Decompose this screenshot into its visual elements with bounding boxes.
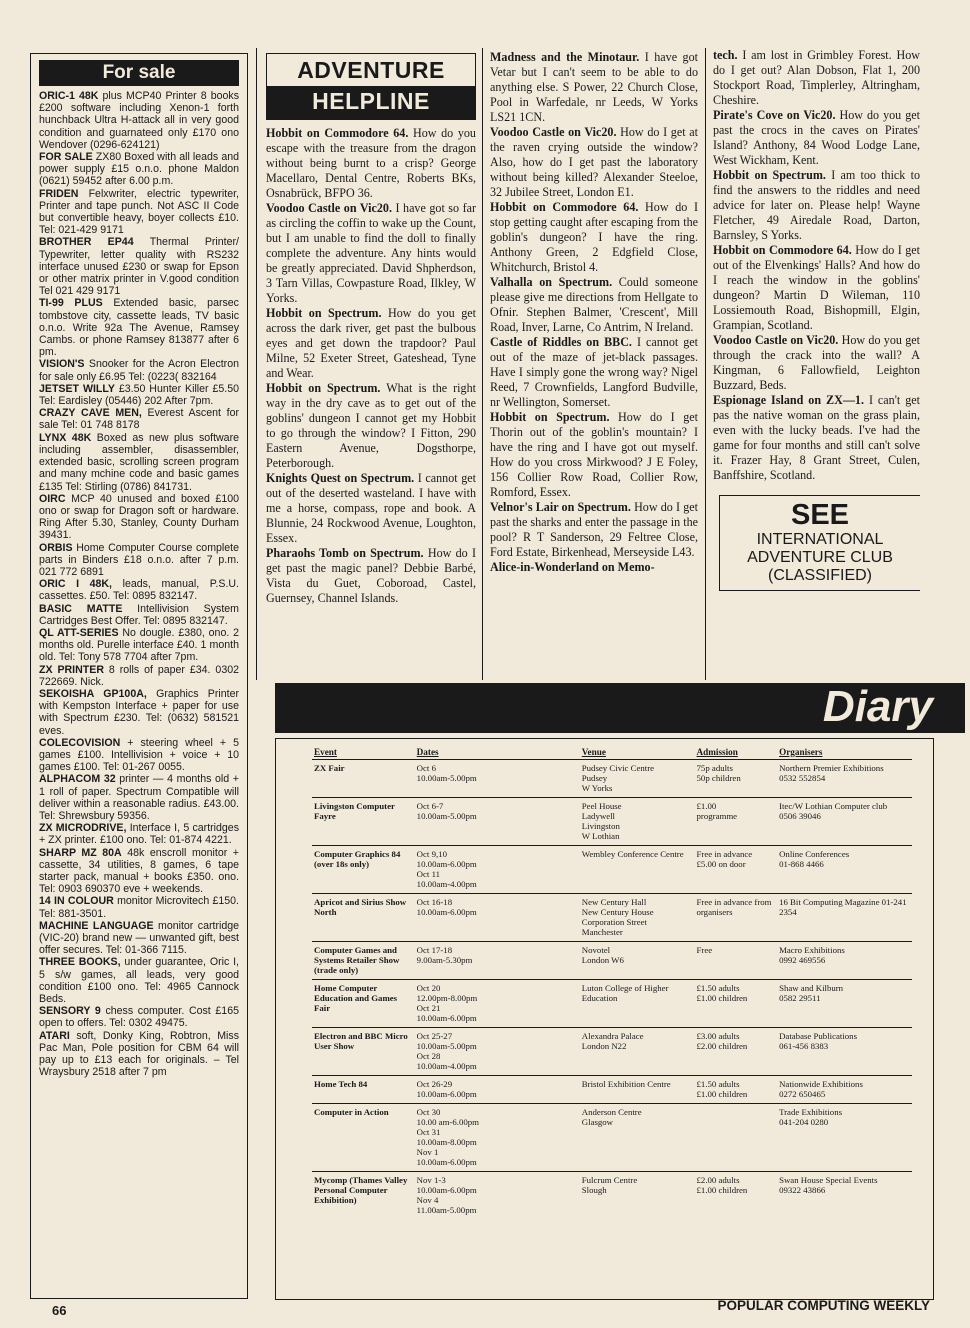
helpline-letter-text: I cannot get out of the deserted wasteland. I have with me a horse, compass, rope and book. A Blunnie, 24 Rockwood Avenue, Loughton, Essex. bbox=[266, 471, 476, 545]
see-line-1: INTERNATIONAL bbox=[756, 531, 884, 548]
diary-row bbox=[312, 942, 912, 980]
classified-ad-text: MCP 40 unused and boxed £100 ono or swap for Dragon soft or hardware. Ring After 5.30, Stanley, County Durham 39431. bbox=[39, 492, 239, 542]
helpline-letter-text: How do you escape with the treasure from the dragon without being burnt to a crisp? George Macellaro, Dental Centre, Roberts BKs, Osnabrück, BFPO 36. bbox=[266, 126, 476, 200]
helpline-letter-lead: Pharaohs Tomb on Spectrum. bbox=[266, 546, 424, 560]
diary-venue-cell: Bristol Exhibition Centre bbox=[580, 1076, 695, 1104]
helpline-letter bbox=[713, 333, 920, 393]
diary-dates-cell: Oct 9,10 10.00am-6.00pm Oct 11 10.00am-4.00pm bbox=[415, 846, 580, 894]
classified-ad-text: No dougle. £380, ono. 2 months old. Purelle interface £40. 1 month old. Tel: Tony 578 7704 after 7pm. bbox=[39, 626, 239, 664]
diary-venue-cell: Anderson Centre Glasgow bbox=[580, 1104, 695, 1172]
diary-event-cell: Electron and BBC Micro User Show bbox=[312, 1028, 415, 1076]
diary-organisers-cell: Shaw and Kilburn 0582 29511 bbox=[777, 980, 912, 1028]
classified-ad-text: Graphics Printer with Kempston Interface + paper for use with Spectrum £230. Tel: (0632) 581521 eves. bbox=[39, 687, 239, 737]
diary-header-event: Event bbox=[314, 747, 337, 757]
helpline-letter bbox=[266, 381, 476, 471]
classified-ad bbox=[39, 493, 239, 542]
classified-ad bbox=[39, 688, 239, 737]
diary-row bbox=[312, 1172, 912, 1220]
classified-ad bbox=[39, 1005, 239, 1029]
classified-ad-text: £3.50 Hunter Killer £5.50 Tel: Eardisley (05446) 202 After 7pm. bbox=[39, 382, 239, 408]
classified-ad-lead: FRIDEN bbox=[39, 187, 79, 200]
diary-event-cell: Livingston Computer Fayre bbox=[312, 798, 415, 846]
helpline-letters-3 bbox=[713, 48, 920, 483]
classified-ad-text: + steering wheel + 5 games £100. Intellivision + voice + 10 games £100. Tel: 01-267 0055. bbox=[39, 736, 239, 774]
diary-venue-cell: Wembley Conference Centre bbox=[580, 846, 695, 894]
classified-ad-lead: ALPHACOM 32 bbox=[39, 773, 116, 786]
diary-title: Diary bbox=[822, 682, 933, 731]
adventure-helpline-title-box bbox=[266, 53, 476, 120]
helpline-letter-text: How do I stop getting caught after escaping from the goblin's dungeon? I have the ring. Anthony Green, 2 Edgfield Close, Whitchurch, Bristol 4. bbox=[490, 200, 698, 274]
helpline-letter-lead: Voodoo Castle on Vic20. bbox=[490, 125, 617, 139]
diary-body bbox=[312, 760, 912, 1220]
classified-ad-text: soft, Donky King, Robtron, Miss Pac Man, Pole position for CBM 64 will pay up to £13 each for originals. – Tel Wraysbury 2518 after 7 pm bbox=[39, 1029, 239, 1079]
helpline-letter-lead: Pirate's Cove on Vic20. bbox=[713, 108, 836, 122]
diary-organisers-cell: Database Publications 061-456 8383 bbox=[777, 1028, 912, 1076]
classified-ad-text: Snooker for the Acron Electron for sale only £6.95 Tel: (0223( 832164 bbox=[39, 358, 239, 383]
helpline-column-2 bbox=[490, 50, 698, 680]
diary-row bbox=[312, 1076, 912, 1104]
classified-ad bbox=[39, 895, 239, 919]
diary-row bbox=[312, 760, 912, 798]
helpline-letter bbox=[490, 500, 698, 560]
diary-row bbox=[312, 980, 912, 1028]
classified-ad-lead: OIRC bbox=[39, 492, 66, 505]
helpline-letter bbox=[713, 243, 920, 333]
classified-ad-lead: MACHINE LANGUAGE bbox=[39, 919, 154, 932]
see-heading: SEE bbox=[790, 499, 850, 531]
column-divider bbox=[256, 48, 257, 680]
diary-admission-cell: £1.50 adults £1.00 children bbox=[695, 980, 778, 1028]
diary-event-cell: Computer Games and Systems Retailer Show (trade only) bbox=[312, 942, 415, 980]
helpline-column-3 bbox=[713, 48, 920, 683]
helpline-letter-text: Could someone please give me directions from Hellgate to Ofnir. Stephen Balmer, 'Crescent', Mill Road, Inver, Larne, Co Antrim, N Ireland. bbox=[490, 275, 698, 334]
diary-venue-cell: Pudsey Civic Centre Pudsey W Yorks bbox=[580, 760, 695, 798]
helpline-letter-text: How do you get through the crack into the wall? A Kingman, 6 Fallowfield, Leighton Buzzard, Beds. bbox=[713, 333, 920, 392]
diary-venue-cell: Peel House Ladywell Livingston W Lothian bbox=[580, 798, 695, 846]
diary-event-cell: Home Computer Education and Games Fair bbox=[312, 980, 415, 1028]
diary-event-cell: Apricot and Sirius Show North bbox=[312, 894, 415, 942]
helpline-title: HELPLINE bbox=[267, 86, 475, 119]
diary-organisers-cell: Northern Premier Exhibitions 0532 552854 bbox=[777, 760, 912, 798]
classified-ad-lead: FOR SALE bbox=[39, 151, 93, 164]
helpline-letter-lead: Hobbit on Commodore 64. bbox=[713, 243, 852, 257]
helpline-letter-lead: Hobbit on Spectrum. bbox=[490, 410, 610, 424]
diary-admission-cell: Free in advance from organisers bbox=[695, 894, 778, 942]
classified-ad bbox=[39, 297, 239, 358]
helpline-letter bbox=[490, 335, 698, 410]
classified-ad bbox=[39, 822, 239, 846]
diary-venue-cell: New Century Hall New Century House Corporation Street Manchester bbox=[580, 894, 695, 942]
diary-event-cell: ZX Fair bbox=[312, 760, 415, 798]
classified-ad-lead: SEKOISHA GP100A, bbox=[39, 687, 147, 700]
helpline-letter-text: How do I get at the raven crying outside the window? Also, how do I get past the laboratory without being killed? Alexander Steeloe, 32 Jubilee Street, London E1. bbox=[490, 125, 698, 199]
column-divider bbox=[482, 48, 483, 680]
classified-ad bbox=[39, 358, 239, 382]
helpline-letter bbox=[713, 108, 920, 168]
classified-ad-text: monitor cartridge (VIC-20) brand new — unwanted gift, best offer secures. Tel: 01-366 7115. bbox=[39, 919, 240, 957]
classified-ad bbox=[39, 432, 239, 493]
helpline-letter-lead: Voodoo Castle on Vic20. bbox=[713, 333, 839, 347]
helpline-letter-lead: Voodoo Castle on Vic20. bbox=[266, 201, 392, 215]
diary-dates-cell: Oct 16-18 10.00am-6.00pm bbox=[415, 894, 580, 942]
classified-ad-lead: COLECOVISION bbox=[39, 736, 121, 749]
classified-ad-text: printer — 4 months old + 1 roll of paper. Spectrum Compatible will deliver within a reasonable radius. £43.00. Tel: Shrewsbury 59356. bbox=[39, 773, 239, 822]
diary-header-admission: Admission bbox=[696, 747, 738, 757]
diary-table bbox=[312, 745, 912, 1219]
diary-organisers-cell: Online Conferences 01-868 4466 bbox=[777, 846, 912, 894]
classified-ad-text: under guarantee, Oric I, 5 s/w games, all leads, very good condition £100 ono. Tel: 4965 Cannock Beds. bbox=[39, 956, 239, 1006]
classified-ad-lead: ZX PRINTER bbox=[39, 663, 104, 676]
classified-ad-lead: SHARP MZ 80A bbox=[39, 846, 122, 859]
diary-dates-cell: Oct 20 12.00pm-8.00pm Oct 21 10.00am-6.00pm bbox=[415, 980, 580, 1028]
classified-ad-lead: CRAZY CAVE MEN, bbox=[39, 407, 142, 420]
diary-dates-cell: Oct 26-29 10.00am-6.00pm bbox=[415, 1076, 580, 1104]
classified-ad bbox=[39, 773, 239, 822]
diary-admission-cell bbox=[695, 1104, 778, 1172]
helpline-letter bbox=[266, 546, 476, 606]
helpline-letters-1 bbox=[266, 126, 476, 606]
diary-row bbox=[312, 846, 912, 894]
classified-ad bbox=[39, 737, 239, 774]
classified-ad bbox=[39, 542, 239, 579]
classified-ad-lead: LYNX 48K bbox=[39, 431, 92, 444]
page-number: 66 bbox=[52, 1303, 67, 1318]
classified-ad-lead: SENSORY 9 bbox=[39, 1005, 101, 1018]
helpline-letter bbox=[490, 275, 698, 335]
helpline-letter-lead: Madness and the Minotaur. bbox=[490, 50, 640, 64]
helpline-letters-2 bbox=[490, 50, 698, 575]
classified-ad-text: chess computer. Cost £165 open to offers. Tel: 0302 49475. bbox=[39, 1005, 239, 1030]
classified-ad-lead: TI-99 PLUS bbox=[39, 297, 103, 310]
classified-ad bbox=[39, 383, 239, 407]
helpline-letter bbox=[713, 168, 920, 243]
classified-ad-lead: BROTHER EP44 bbox=[39, 236, 134, 249]
helpline-letter-lead: tech. bbox=[713, 48, 738, 62]
classified-ad-text: leads, manual, P.S.U. cassettes. £50. Tel: 0895 832147. bbox=[39, 578, 239, 603]
classified-ad-text: Boxed as new plus software including assembler, disassembler, extended basic, scrolling screen program and many mchine code and basic games £135 Tel: Stirling (0786) 841731. bbox=[39, 431, 239, 493]
diary-venue-cell: Luton College of Higher Education bbox=[580, 980, 695, 1028]
magazine-name: POPULAR COMPUTING WEEKLY bbox=[717, 1298, 930, 1313]
classified-ad-lead: ORBIS bbox=[39, 541, 73, 554]
classified-ad-text: Everest Ascent for sale Tel: 01 748 8178 bbox=[39, 407, 239, 432]
diary-admission-cell: £3.00 adults £2.00 children bbox=[695, 1028, 778, 1076]
classified-ad-lead: ORIC I 48K, bbox=[39, 578, 112, 591]
diary-venue-cell: Novotel London W6 bbox=[580, 942, 695, 980]
helpline-letter-text: I have got Vetar but I can't seem to be able to do anything else. S Power, 22 Church Close, Pool in Warfedale, nr Leeds, W Yorks LS21 1CN. bbox=[490, 50, 698, 124]
helpline-letter-text: How do I get Thorin out of the goblin's mountain? I have the ring and I have got out myself. How do you cross Mirkwood? J E Foley, 156 Collier Row Road, Collier Row, Romford, Essex. bbox=[490, 410, 698, 499]
helpline-letter-text: I am too thick to find the answers to the riddles and need advice for later on. Please help! Wayne Fletcher, 49 Airedale Road, Darton, Barnsley, S Yorks. bbox=[713, 168, 920, 242]
helpline-letter-lead: Knights Quest on Spectrum. bbox=[266, 471, 415, 485]
classified-ad-text: monitor Microvitech £150. Tel: 881-3501. bbox=[39, 895, 240, 920]
for-sale-column bbox=[30, 53, 248, 1299]
diary-dates-cell: Oct 6-7 10.00am-5.00pm bbox=[415, 798, 580, 846]
helpline-column-1 bbox=[266, 53, 476, 680]
helpline-letter bbox=[490, 50, 698, 125]
helpline-letter-text: I have got so far as circling the coffin to wake up the Count, but I am unable to find the doll to finally complete the adventure. Any hints would be greatly appreciated. David Shpherdson, 3 Tarn Villas, Cowpasture Road, Ilkley, W Yorks. bbox=[266, 201, 476, 305]
classified-ad-lead: VISION'S bbox=[39, 358, 85, 371]
helpline-letter bbox=[266, 471, 476, 546]
helpline-letter-text: I cannot get out of the maze of jet-black passages. Have I simply gone the wrong way? Nigel Reed, 7 Crownfields, Langford Budville, nr Wellington, Somerset. bbox=[490, 335, 698, 409]
diary-organisers-cell: Itec/W Lothian Computer club 0506 39046 bbox=[777, 798, 912, 846]
diary-admission-cell: £1.00 programme bbox=[695, 798, 778, 846]
helpline-letter bbox=[266, 306, 476, 381]
classified-ad-lead: BASIC MATTE bbox=[39, 602, 123, 615]
diary-dates-cell: Oct 25-27 10.00am-5.00pm Oct 28 10.00am-4.00pm bbox=[415, 1028, 580, 1076]
classified-ad-lead: 14 IN COLOUR bbox=[39, 895, 114, 908]
helpline-letter-text: How do I get out of the Elvenkings' Halls? And how do I reach the window in the goblins' dungeon? Martin D Wileman, 110 Lossiemouth Road, Bishopmill, Elgin, Grampian, Scotland. bbox=[713, 243, 920, 332]
diary-dates-cell: Nov 1-3 10.00am-6.00pm Nov 4 11.00am-5.00pm bbox=[415, 1172, 580, 1220]
diary-table-box bbox=[275, 738, 934, 1300]
classified-ad bbox=[39, 664, 239, 688]
classified-ad bbox=[39, 956, 239, 1005]
helpline-letter-text: How do you get across the dark river, get past the bulbous eyes and get down the trapdoor? Paul Milne, 52 Exeter Street, Gateshead, Tyne and Wear. bbox=[266, 306, 476, 380]
helpline-letter-lead: Hobbit on Spectrum. bbox=[713, 168, 826, 182]
helpline-letter bbox=[490, 410, 698, 500]
classified-ad bbox=[39, 188, 239, 237]
diary-venue-cell: Alexandra Palace London N22 bbox=[580, 1028, 695, 1076]
classified-ad bbox=[39, 1030, 239, 1079]
diary-dates-cell: Oct 30 10.00 am-6.00pm Oct 31 10.00am-8.00pm Nov 1 10.00am-6.00pm bbox=[415, 1104, 580, 1172]
helpline-letter bbox=[490, 200, 698, 275]
helpline-letter-lead: Castle of Riddles on BBC. bbox=[490, 335, 632, 349]
helpline-letter bbox=[266, 201, 476, 306]
classified-ad-lead: QL ATT-SERIES bbox=[39, 626, 119, 639]
helpline-letter-lead: Velnor's Lair on Spectrum. bbox=[490, 500, 631, 514]
classified-ad bbox=[39, 407, 239, 431]
classified-ad-text: 8 rolls of paper £34. 0302 722669. Nick. bbox=[39, 663, 239, 688]
diary-row bbox=[312, 798, 912, 846]
diary-row bbox=[312, 1028, 912, 1076]
diary-event-cell: Home Tech 84 bbox=[312, 1076, 415, 1104]
diary-row bbox=[312, 894, 912, 942]
helpline-letter-text: What is the right way in the dry cave as to get out of the goblins' dungeon I cannot get my Hobbit to go through the window? I Fitton, 290 Eastern Avenue, Dogsthorpe, Peterborough. bbox=[266, 381, 476, 470]
diary-row bbox=[312, 1104, 912, 1172]
helpline-letter bbox=[490, 125, 698, 200]
classified-ad bbox=[39, 236, 239, 297]
classified-ad bbox=[39, 151, 239, 188]
diary-header-organisers: Organisers bbox=[779, 747, 823, 757]
classified-ad-text: Intellivision System Cartridges Best Offer. Tel: 0895 832147. bbox=[39, 602, 239, 627]
classified-ad-text: Home Computer Course complete parts in Binders £18 o.n.o. after 7 p.m. 021 772 6891 bbox=[39, 541, 239, 578]
helpline-letter-lead: Hobbit on Commodore 64. bbox=[266, 126, 409, 140]
helpline-letter bbox=[713, 393, 920, 483]
classified-ad-lead: JETSET WILLY bbox=[39, 382, 115, 395]
diary-admission-cell: 75p adults 50p children bbox=[695, 760, 778, 798]
helpline-letter-lead: Hobbit on Commodore 64. bbox=[490, 200, 639, 214]
helpline-letter-lead: Espionage Island on ZX—1. bbox=[713, 393, 864, 407]
classified-ad-text: Thermal Printer/ Typewriter, letter quality with RS232 interface unused £230 or swap for Epson or other matrix printer in V.good condition Tel 021 429 9171 bbox=[39, 236, 239, 298]
helpline-letter-text: I am lost in Grimbley Forest. How do I get out? Alan Dobson, Flat 1, 200 Stockport Road, Timplerley, Altringham, Cheshire. bbox=[713, 48, 920, 107]
diary-event-cell: Computer Graphics 84 (over 18s only) bbox=[312, 846, 415, 894]
diary-admission-cell: Free in advance £5.00 on door bbox=[695, 846, 778, 894]
classified-ad-text: Extended basic, parsec tombstove city, cassette leads, TV basic o.n.o. Write 92a The Avenue, Ramsey Cambs. or phone Ramsey 813877 after 6 pm. bbox=[39, 297, 239, 359]
helpline-letter-lead: Alice-in-Wonderland on Memo- bbox=[490, 560, 655, 574]
classified-ad bbox=[39, 920, 239, 957]
helpline-letter bbox=[266, 126, 476, 201]
classified-ad-text: Interface I, 5 cartridges + ZX printer. £100 ono. Tel: 01-874 4221. bbox=[39, 822, 239, 847]
helpline-letter-text: How do I get past the magic panel? Debbie Barbé, Vista du Guet, Coboroad, Castel, Guernsey, Channel Islands. bbox=[266, 546, 476, 605]
helpline-letter-text: How do I get past the sharks and enter the passage in the pool? R T Sanderson, 29 Feltree Close, Ford Estate, Birkenhead, Merseyside L43. bbox=[490, 500, 698, 559]
diary-header-row bbox=[312, 745, 912, 760]
diary-organisers-cell: Nationwide Exhibitions 0272 650465 bbox=[777, 1076, 912, 1104]
diary-header-dates: Dates bbox=[416, 747, 439, 757]
see-line-3: (CLASSIFIED) bbox=[767, 567, 872, 584]
classified-ad-lead: ATARI bbox=[39, 1029, 70, 1042]
see-line-2: ADVENTURE CLUB bbox=[747, 549, 893, 566]
helpline-letter bbox=[713, 48, 920, 108]
classified-ad bbox=[39, 627, 239, 664]
column-divider bbox=[705, 48, 706, 680]
diary-organisers-cell: Macro Exhibitions 0992 469556 bbox=[777, 942, 912, 980]
classified-ad-lead: ZX MICRODRIVE, bbox=[39, 822, 127, 835]
helpline-letter-text: I can't get pas the native woman on the grass plain, even with the lucky beads. I've had the game for four months and still can't solve it. Frazer Hay, 8 Grant Street, Culen, Banffshire, Scotland. bbox=[713, 393, 920, 482]
classified-ad-lead: ORIC-1 48K bbox=[39, 90, 99, 102]
diary-organisers-cell: 16 Bit Computing Magazine 01-241 2354 bbox=[777, 894, 912, 942]
adventure-title: ADVENTURE bbox=[297, 57, 445, 83]
helpline-letter-lead: Hobbit on Spectrum. bbox=[266, 306, 382, 320]
diary-organisers-cell: Trade Exhibitions 041-204 0280 bbox=[777, 1104, 912, 1172]
diary-event-cell: Mycomp (Thames Valley Personal Computer Exhibition) bbox=[312, 1172, 415, 1220]
diary-event-cell: Computer in Action bbox=[312, 1104, 415, 1172]
classified-ad-text: ZX80 Boxed with all leads and power supply £15 o.n.o. phone Maldon (0621) 59452 after 6.00 p.m. bbox=[39, 151, 239, 188]
classified-ad bbox=[39, 603, 239, 627]
diary-dates-cell: Oct 6 10.00am-5.00pm bbox=[415, 760, 580, 798]
classified-ad-text: 48k enscroll monitor + cassette, 34 utilities, 8 games, 6 tape starter pack, manual + books £350. ono. Tel: 0903 690370 eve + weekends. bbox=[39, 846, 239, 896]
diary-venue-cell: Fulcrum Centre Slough bbox=[580, 1172, 695, 1220]
diary-header-venue: Venue bbox=[581, 747, 606, 757]
classified-ad bbox=[39, 847, 239, 896]
see-adventure-club-box bbox=[719, 495, 920, 591]
classified-ad-text: plus MCP40 Printer 8 books £200 software including Xenon-1 forth hunchback Ultra H-attack all in very good condition and guarnateed only £170 ono Wendover (0296-624121) bbox=[39, 90, 240, 151]
helpline-letter-lead: Valhalla on Spectrum. bbox=[490, 275, 613, 289]
for-sale-ads bbox=[31, 90, 247, 1078]
helpline-letter bbox=[490, 560, 698, 575]
classified-ad-lead: THREE BOOKS, bbox=[39, 956, 121, 969]
diary-banner bbox=[275, 683, 965, 733]
diary-organisers-cell: Swan House Special Events 09322 43866 bbox=[777, 1172, 912, 1220]
helpline-letter-lead: Hobbit on Spectrum. bbox=[266, 381, 381, 395]
diary-admission-cell: £2.00 adults £1.00 children bbox=[695, 1172, 778, 1220]
diary-dates-cell: Oct 17-18 9.00am-5.30pm bbox=[415, 942, 580, 980]
diary-admission-cell: Free bbox=[695, 942, 778, 980]
diary-admission-cell: £1.50 adults £1.00 children bbox=[695, 1076, 778, 1104]
classified-ad-text: Felxwriter, electric typewriter, Printer and tape punch. Not ASC II Code but convertible heavy, boyer collects £10. Tel: 021-429 9171 bbox=[39, 187, 239, 237]
classified-ad bbox=[39, 90, 239, 151]
for-sale-heading: For sale bbox=[39, 60, 239, 86]
classified-ad bbox=[39, 578, 239, 602]
helpline-letter-text: How do you get past the crocs in the caves on Pirates' Island? Anthony, 84 Wood Lodge Lane, West Wickham, Kent. bbox=[713, 108, 920, 167]
